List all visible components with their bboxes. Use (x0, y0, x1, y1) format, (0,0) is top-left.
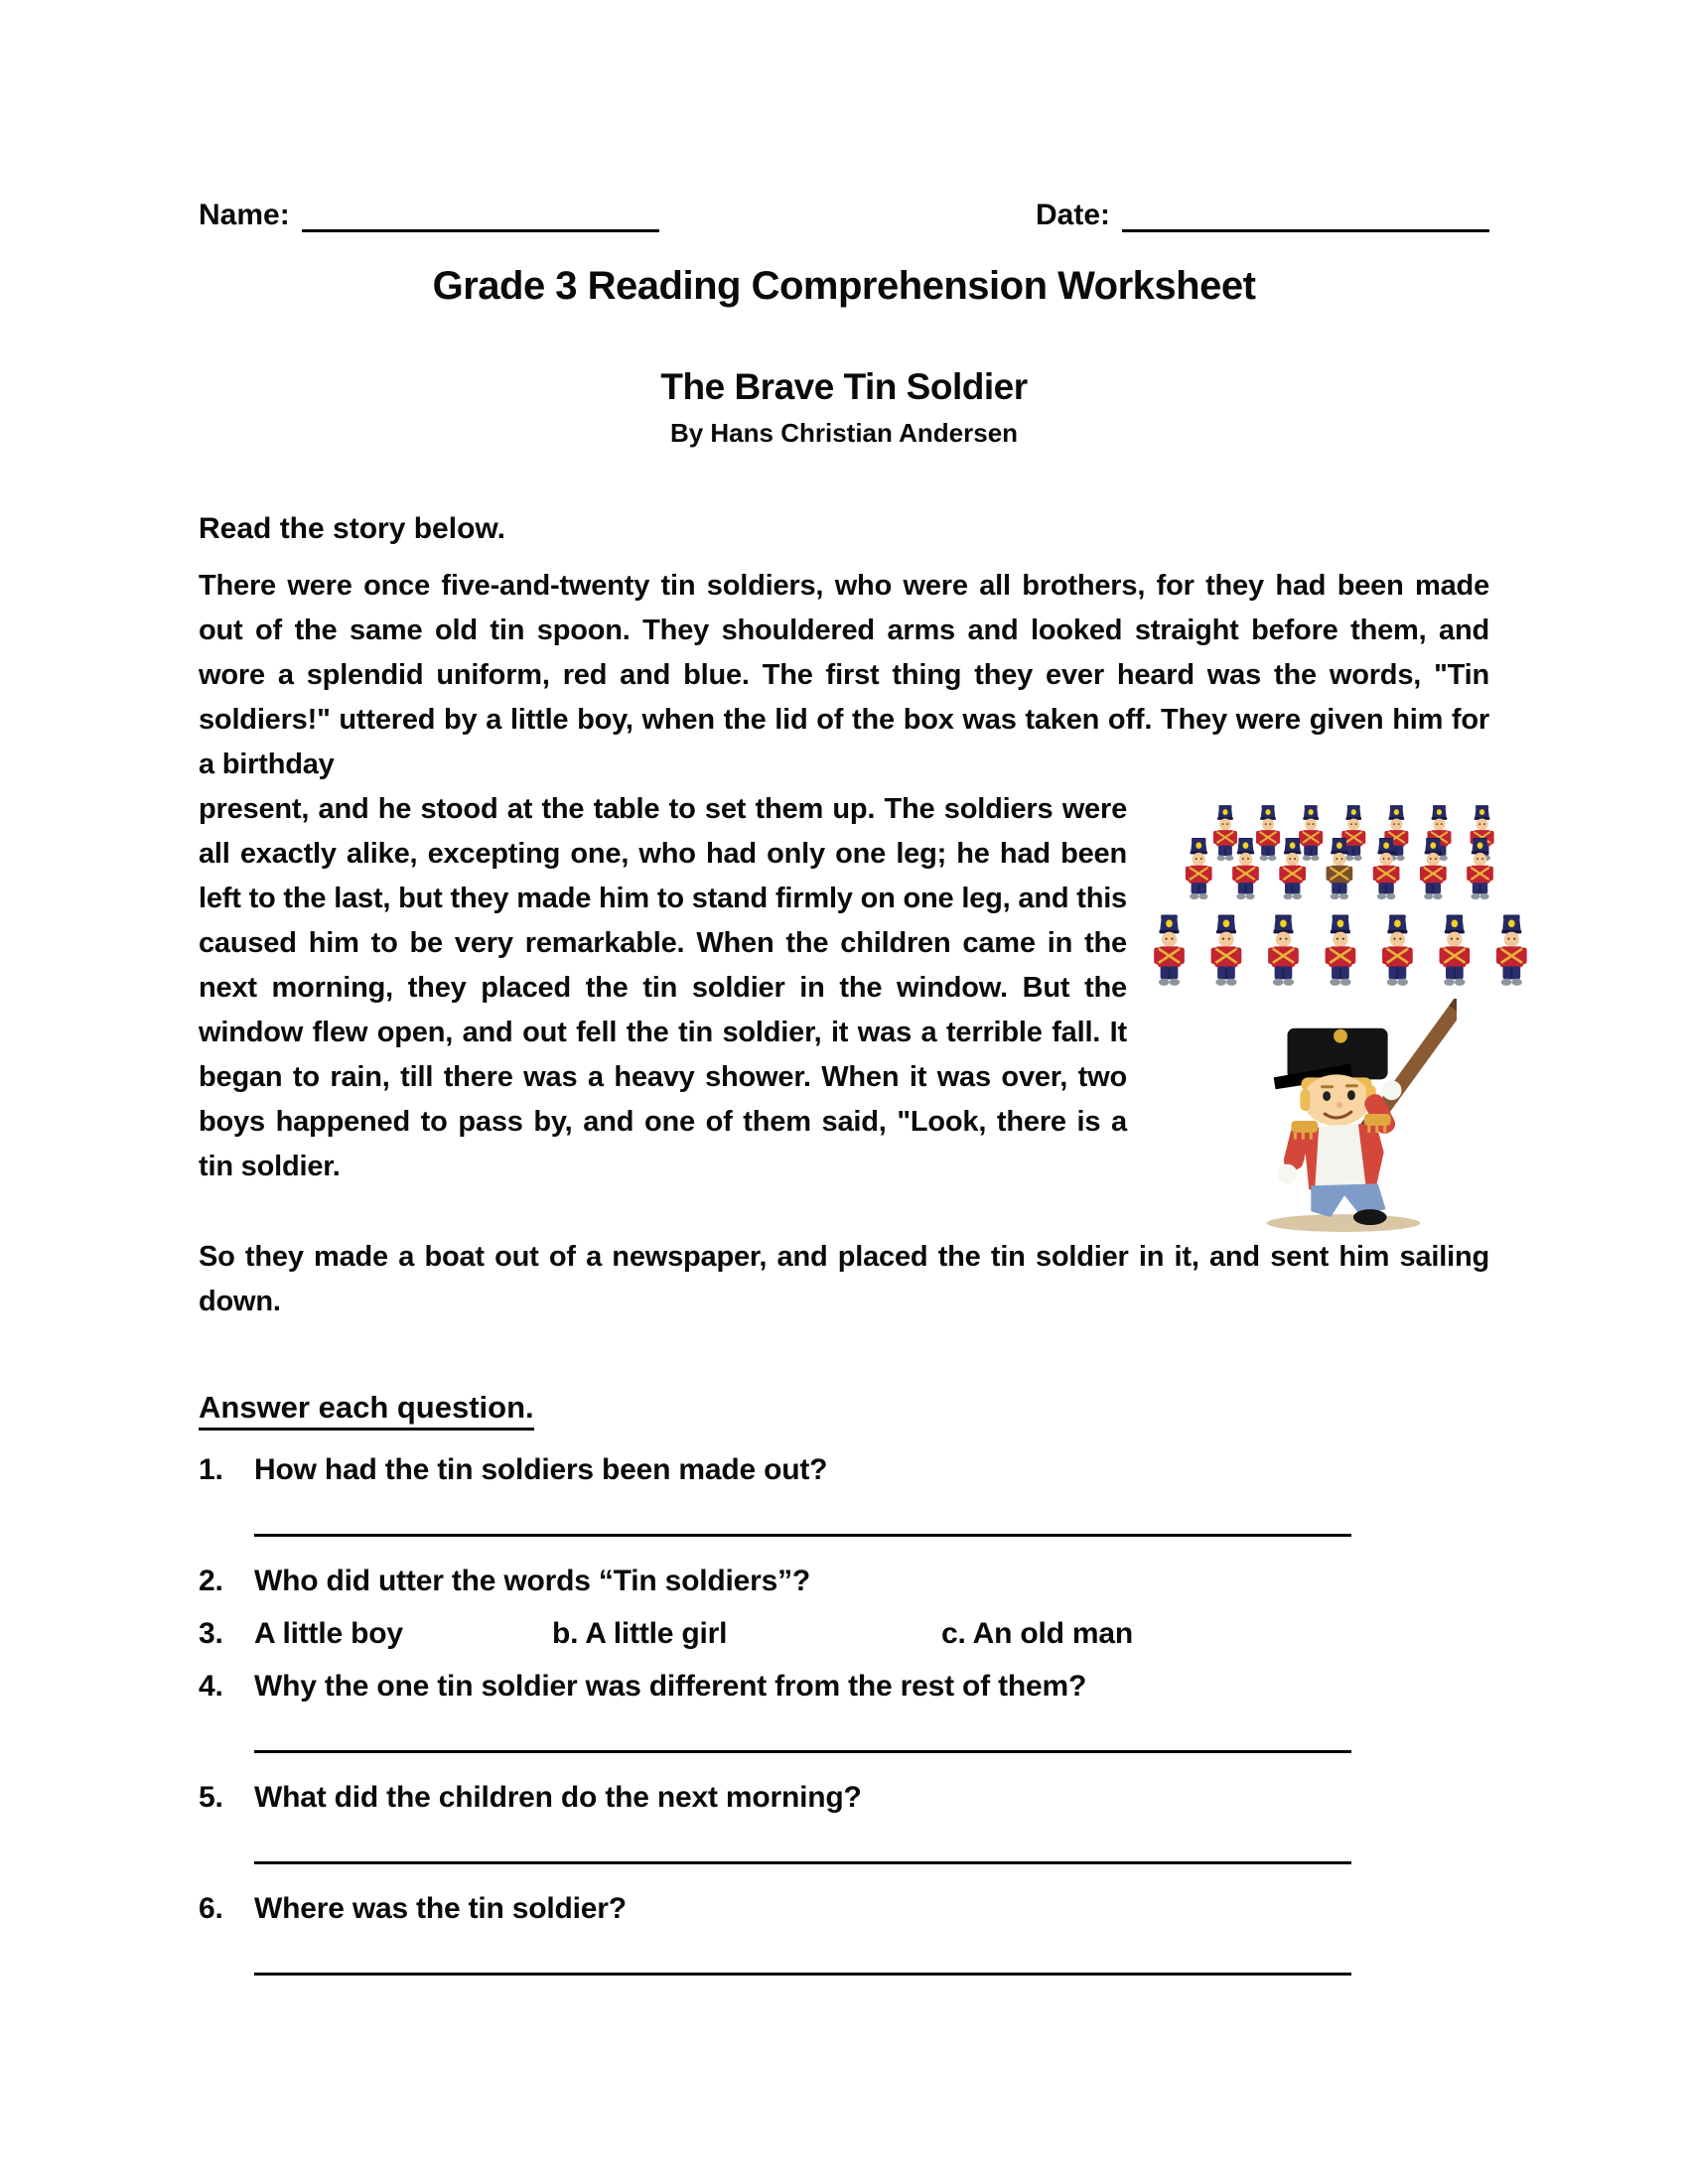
question-3-option-b: b. A little girl (552, 1617, 728, 1650)
story-paragraph-bottom: So they made a boat out of a newspaper, and placed the tin soldier in it, and sent him sailing down. (199, 1241, 1489, 1317)
tin-soldier-with-rifle-illustration (1230, 999, 1457, 1235)
worksheet-title: Grade 3 Reading Comprehension Worksheet (432, 264, 1256, 308)
story-middle-section (199, 787, 1559, 1235)
story-paragraph-wrapped: present, and he stood at the table to set them up. The soldiers were all exactly alike, excepting one, who had only one leg; he had been left to the last, but they made him to stand firmly on one leg, and this caused him to be very remarkable. When the children came in the next morning, they placed the tin soldier in the window. But the window flew open, and out fell the tin soldier, it was a terrible fall. It began to rain, till there was a heavy shower. When it was over, two boys happened to pass by, and one of them said, "Look, there is a tin soldier. (199, 793, 1127, 1182)
question-2-number: 2. (199, 1565, 223, 1597)
question-2 (199, 1563, 1489, 1599)
question-4-number: 4. (199, 1670, 223, 1703)
question-5 (199, 1779, 1489, 1816)
question-5-text: What did the children do the next morning? (254, 1781, 862, 1814)
story-author: By Hans Christian Andersen (669, 418, 1019, 448)
question-4 (199, 1668, 1489, 1705)
question-6 (199, 1890, 1489, 1927)
question-3-options (254, 1615, 1489, 1652)
answer-line-6 (254, 1973, 1351, 1976)
question-1-text: How had the tin soldiers been made out? (254, 1453, 828, 1486)
questions-list (199, 1451, 1489, 1976)
question-3-option-a: A little boy (254, 1617, 403, 1650)
question-5-number: 5. (199, 1781, 223, 1814)
question-4-text: Why the one tin soldier was different from the rest of them? (254, 1670, 1087, 1703)
date-field (1036, 199, 1489, 232)
name-blank-line (302, 200, 659, 232)
answer-heading: Answer each question. (199, 1390, 1489, 1426)
answer-line-1 (254, 1534, 1351, 1537)
question-2-text: Who did utter the words “Tin soldiers”? (254, 1565, 810, 1597)
story-title: The Brave Tin Soldier (660, 366, 1028, 407)
question-1-number: 1. (199, 1453, 223, 1486)
name-field (199, 199, 659, 232)
question-3 (199, 1615, 1489, 1652)
header-row (199, 199, 1489, 232)
question-6-text: Where was the tin soldier? (254, 1892, 627, 1925)
answer-line-5 (254, 1861, 1351, 1864)
story-paragraph-top: There were once five-and-twenty tin soldiers, who were all brothers, for they had been made out of the same old tin spoon. They shouldered arms and looked straight before them, and wore a splendid uniform, red and blue. The first thing they ever heard was the words, "Tin soldiers!" uttered by a little boy, when the lid of the box was taken off. They were given him for a birthday (199, 570, 1489, 780)
question-6-number: 6. (199, 1892, 223, 1925)
question-3-option-c: c. An old man (941, 1617, 1133, 1650)
date-label: Date: (1035, 199, 1110, 231)
name-label: Name: (199, 199, 290, 231)
story-illustrations (1127, 787, 1559, 1235)
answer-line-4 (254, 1750, 1351, 1753)
read-instruction: Read the story below. (199, 512, 505, 545)
date-blank-line (1122, 200, 1489, 232)
toy-soldiers-group-illustration (1135, 799, 1552, 993)
question-3-number: 3. (199, 1617, 223, 1650)
question-1 (199, 1451, 1489, 1488)
